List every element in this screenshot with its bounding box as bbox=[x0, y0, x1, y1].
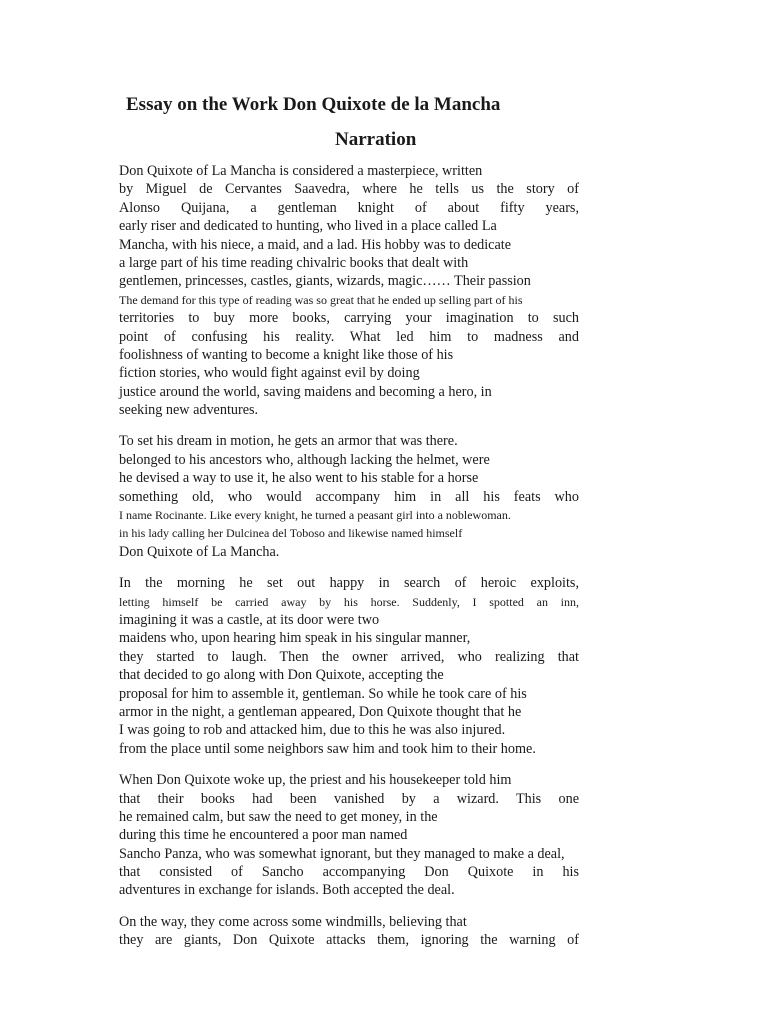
text-line: that their books had been vanished by a wizard. This one bbox=[119, 790, 579, 807]
text-line: foolishness of wanting to become a knight like those of his bbox=[119, 346, 454, 363]
text-line: I was going to rob and attacked him, due to this he was also injured. bbox=[119, 722, 506, 739]
paragraph bbox=[119, 771, 579, 900]
text-line: adventures in exchange for islands. Both accepted the deal. bbox=[119, 882, 455, 899]
text-line: seeking new adventures. bbox=[119, 402, 259, 419]
text-line: they are giants, Don Quixote attacks them, ignoring the warning of bbox=[119, 932, 579, 949]
text-line: Mancha, with his niece, a maid, and a lad. His hobby was to dedicate bbox=[119, 236, 512, 253]
text-line: On the way, they come across some windmills, believing that bbox=[119, 913, 467, 930]
text-line: territories to buy more books, carrying your imagination to such bbox=[119, 310, 579, 327]
text-line: point of confusing his reality. What led him to madness and bbox=[119, 328, 579, 345]
text-line: proposal for him to assemble it, gentleman. So while he took care of his bbox=[119, 685, 527, 702]
text-line: justice around the world, saving maidens and becoming a hero, in bbox=[119, 383, 492, 400]
text-line: early riser and dedicated to hunting, who lived in a place called La bbox=[119, 218, 497, 235]
text-line: Don Quixote of La Mancha. bbox=[119, 543, 280, 560]
text-line: gentlemen, princesses, castles, giants, wizards, magic…… Their passion bbox=[119, 273, 531, 290]
text-line: imagining it was a castle, at its door were two bbox=[119, 611, 380, 628]
text-line: from the place until some neighbors saw him and took him to their home. bbox=[119, 740, 536, 757]
essay-body bbox=[119, 162, 579, 963]
text-line: maidens who, upon hearing him speak in his singular manner, bbox=[119, 630, 471, 647]
text-line: something old, who would accompany him in all his feats who bbox=[119, 488, 579, 505]
text-line: he devised a way to use it, he also went to his stable for a horse bbox=[119, 470, 479, 487]
text-line: armor in the night, a gentleman appeared, Don Quixote thought that he bbox=[119, 703, 522, 720]
text-line: Sancho Panza, who was somewhat ignorant, but they managed to make a deal, bbox=[119, 845, 565, 862]
text-line: fiction stories, who would fight against evil by doing bbox=[119, 365, 420, 382]
text-line: To set his dream in motion, he gets an armor that was there. bbox=[119, 433, 458, 450]
paragraph bbox=[119, 432, 579, 561]
text-line: that consisted of Sancho accompanying Don Quixote in his bbox=[119, 864, 579, 881]
text-line: by Miguel de Cervantes Saavedra, where he tells us the story of bbox=[119, 181, 579, 198]
text-line: In the morning he set out happy in search of heroic exploits, bbox=[119, 575, 579, 592]
text-line: a large part of his time reading chivalric books that dealt with bbox=[119, 254, 469, 271]
text-line: that decided to go along with Don Quixote, accepting the bbox=[119, 667, 444, 684]
text-line: they started to laugh. Then the owner arrived, who realizing that bbox=[119, 648, 579, 665]
text-line: The demand for this type of reading was so great that he ended up selling part of his bbox=[119, 292, 523, 307]
text-line: I name Rocinante. Like every knight, he turned a peasant girl into a noblewoman. bbox=[119, 508, 511, 523]
text-line: he remained calm, but saw the need to get money, in the bbox=[119, 808, 438, 825]
section-heading: Narration bbox=[335, 129, 417, 150]
text-line: letting himself be carried away by his horse. Suddenly, I spotted an inn, bbox=[119, 594, 579, 609]
text-line: Alonso Quijana, a gentleman knight of about fifty years, bbox=[119, 199, 579, 216]
text-line: belonged to his ancestors who, although lacking the helmet, were bbox=[119, 451, 490, 468]
text-line: in his lady calling her Dulcinea del Toboso and likewise named himself bbox=[119, 526, 463, 541]
text-line: Don Quixote of La Mancha is considered a masterpiece, written bbox=[119, 163, 483, 179]
text-line: When Don Quixote woke up, the priest and his housekeeper told him bbox=[119, 772, 512, 789]
paragraph bbox=[119, 162, 579, 419]
essay-title: Essay on the Work Don Quixote de la Mancha bbox=[126, 94, 501, 115]
paragraph bbox=[119, 574, 579, 758]
text-line: during this time he encountered a poor man named bbox=[119, 827, 408, 844]
paragraph bbox=[119, 913, 579, 950]
